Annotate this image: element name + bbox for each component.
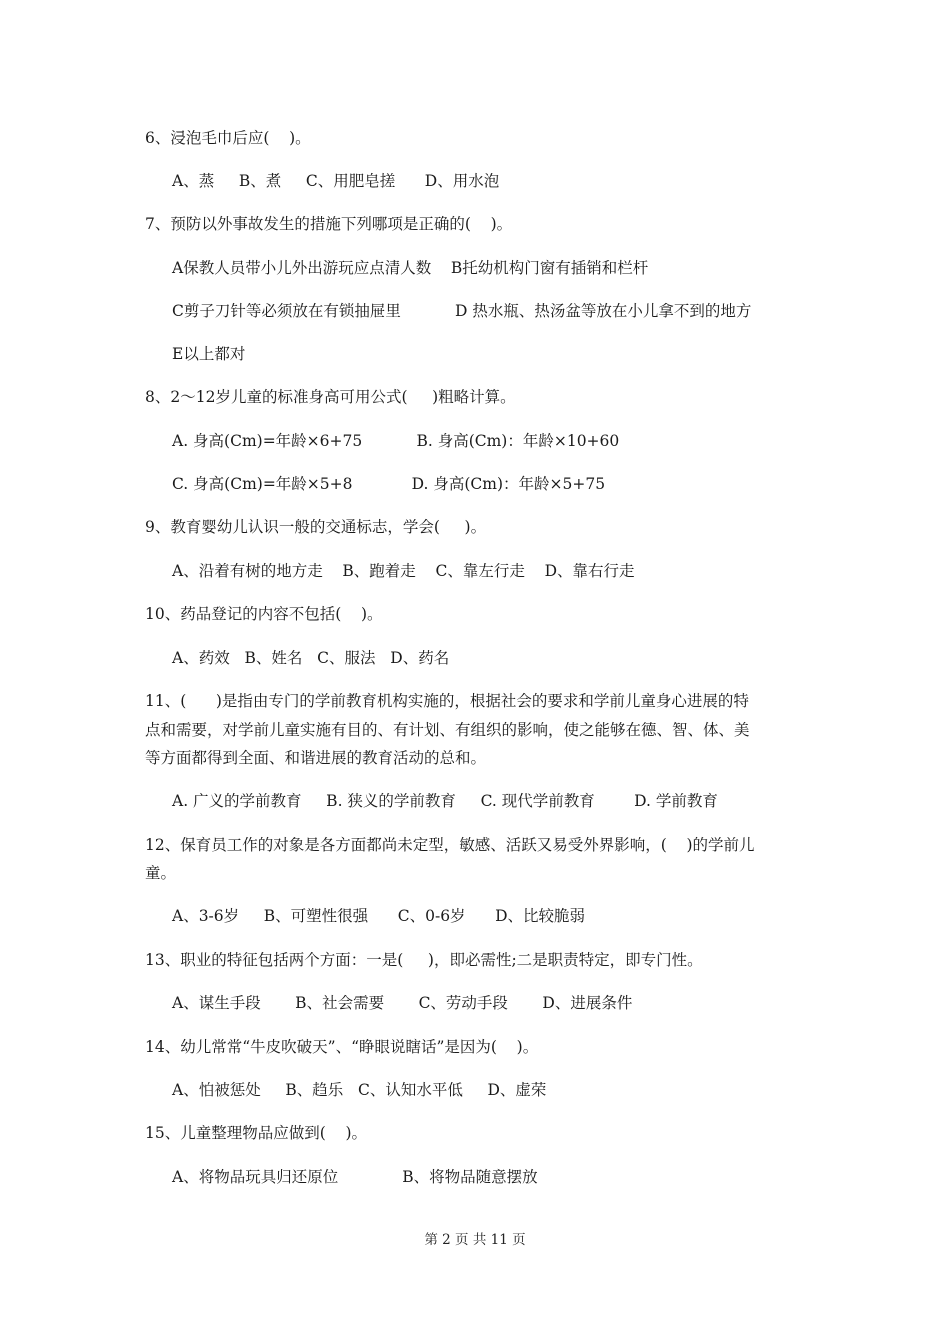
question-7-options-line-2: C剪子刀针等必须放在有锁抽屉里 D 热水瓶、热汤盆等放在小儿拿不到的地方 — [172, 302, 752, 320]
question-12-options: A、3-6岁 B、可塑性很强 C、0-6岁 D、比较脆弱 — [172, 907, 586, 925]
question-12-continuation-1: 童。 — [145, 864, 177, 882]
question-9-stem: 9、教育婴幼儿认识一般的交通标志，学会( )。 — [145, 518, 487, 536]
question-8-options-line-2: C. 身高(Cm)=年龄×5+8 D. 身高(Cm)：年龄×5+75 — [172, 475, 606, 493]
question-13-stem: 13、职业的特征包括两个方面：一是( )，即必需性;二是职责特定，即专门性。 — [145, 951, 703, 969]
question-14-stem: 14、幼儿常常“牛皮吹破天”、“睁眼说瞎话”是因为( )。 — [145, 1038, 539, 1056]
question-6-stem: 6、浸泡毛巾后应( )。 — [145, 129, 311, 147]
question-6-options: A、蒸 B、煮 C、用肥皂搓 D、用水泡 — [172, 172, 500, 190]
question-8-stem: 8、2～12岁儿童的标准身高可用公式( )粗略计算。 — [145, 388, 516, 406]
page-footer: 第 2 页 共 11 页 — [424, 1232, 526, 1248]
question-15-stem: 15、儿童整理物品应做到( )。 — [145, 1124, 368, 1142]
question-8-options-line-1: A. 身高(Cm)=年龄×6+75 B. 身高(Cm)：年龄×10+60 — [172, 432, 620, 450]
question-11-continuation-1: 点和需要，对学前儿童实施有目的、有计划、有组织的影响，使之能够在德、智、体、美 — [145, 721, 750, 739]
question-7-options-line-1: A保教人员带小儿外出游玩应点清人数 B托幼机构门窗有插销和栏杆 — [172, 259, 649, 277]
question-12-stem: 12、保育员工作的对象是各方面都尚未定型，敏感、活跃又易受外界影响，( )的学前儿 — [145, 836, 755, 854]
question-10-options: A、药效 B、姓名 C、服法 D、药名 — [172, 649, 450, 667]
question-11-continuation-2: 等方面都得到全面、和谐进展的教育活动的总和。 — [145, 749, 487, 767]
question-13-options: A、谋生手段 B、社会需要 C、劳动手段 D、进展条件 — [172, 994, 633, 1012]
question-7-options-line-3: E以上都对 — [172, 345, 246, 363]
question-14-options: A、怕被惩处 B、趋乐 C、认知水平低 D、虚荣 — [172, 1081, 547, 1099]
question-10-stem: 10、药品登记的内容不包括( )。 — [145, 605, 383, 623]
question-11-options: A. 广义的学前教育 B. 狭义的学前教育 C. 现代学前教育 D. 学前教育 — [172, 792, 718, 810]
question-11-stem: 11、( )是指由专门的学前教育机构实施的，根据社会的要求和学前儿童身心进展的特 — [145, 692, 749, 710]
question-15-options: A、将物品玩具归还原位 B、将物品随意摆放 — [172, 1168, 538, 1186]
question-9-options: A、沿着有树的地方走 B、跑着走 C、靠左行走 D、靠右行走 — [172, 562, 635, 580]
question-7-stem: 7、预防以外事故发生的措施下列哪项是正确的( )。 — [145, 215, 513, 233]
